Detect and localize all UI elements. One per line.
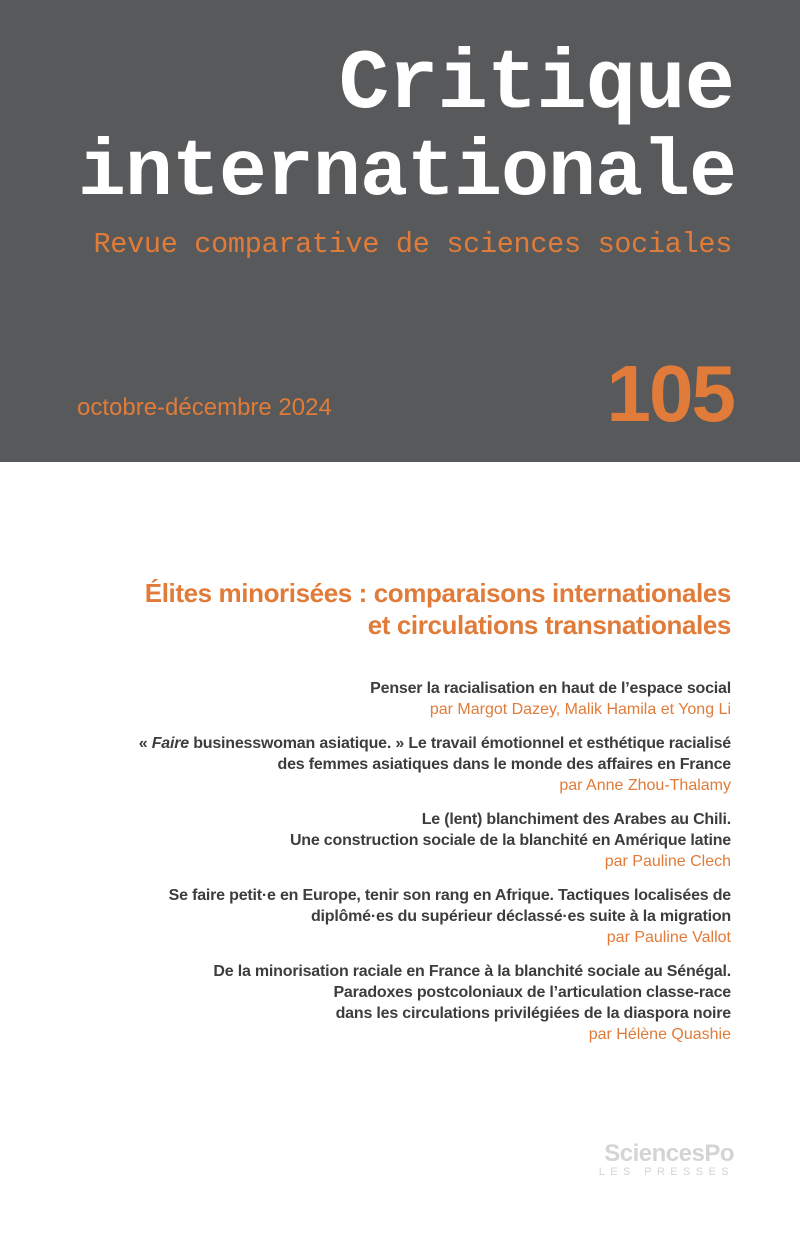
journal-title-line2: internationale bbox=[77, 128, 736, 219]
title-text: businesswoman asiatique. » Le travail émotionnel et esthétique racialisé bbox=[188, 735, 731, 752]
journal-title-line1: Critique bbox=[338, 38, 734, 133]
issue-number: 105 bbox=[606, 349, 734, 438]
article-entry bbox=[31, 678, 731, 720]
theme-line: Élites minorisées : comparaisons internationales bbox=[144, 578, 731, 608]
article-title: des femmes asiatiques dans le monde des affaires en France bbox=[277, 756, 731, 773]
article-title: Une construction sociale de la blanchité en Amérique latine bbox=[289, 832, 731, 849]
table-of-contents bbox=[31, 678, 731, 1058]
issue-date: octobre-décembre 2024 bbox=[77, 394, 332, 421]
cover-header bbox=[0, 0, 800, 462]
article-author: par Pauline Clech bbox=[604, 853, 731, 870]
article-title: Penser la racialisation en haut de l’espace social bbox=[370, 680, 731, 697]
title-italic: Faire bbox=[151, 735, 189, 752]
publisher-logo bbox=[599, 1140, 734, 1178]
title-prefix: « bbox=[138, 735, 152, 752]
article-title: De la minorisation raciale en France à la blanchité sociale au Sénégal. bbox=[213, 963, 731, 980]
article-author: par Pauline Vallot bbox=[606, 929, 731, 946]
publisher-name: SciencesPo bbox=[604, 1140, 734, 1167]
article-entry bbox=[31, 733, 731, 796]
article-title bbox=[31, 733, 731, 754]
article-title: Paradoxes postcoloniaux de l’articulation classe-race bbox=[333, 984, 731, 1001]
journal-subtitle: Revue comparative de sciences sociales bbox=[93, 228, 732, 261]
issue-theme bbox=[145, 577, 731, 641]
article-title: diplômé·es du supérieur déclassé·es suite à la migration bbox=[310, 908, 731, 925]
article-title: Se faire petit·e en Europe, tenir son rang en Afrique. Tactiques localisées de bbox=[168, 887, 731, 904]
article-entry bbox=[31, 885, 731, 948]
article-author: par Margot Dazey, Malik Hamila et Yong Li bbox=[429, 701, 731, 718]
article-entry bbox=[31, 809, 731, 872]
publisher-sub: LES PRESSES bbox=[598, 1166, 734, 1178]
theme-line: et circulations transnationales bbox=[367, 610, 731, 640]
article-title: Le (lent) blanchiment des Arabes au Chili. bbox=[421, 811, 731, 828]
article-author: par Hélène Quashie bbox=[588, 1026, 731, 1043]
article-entry bbox=[31, 961, 731, 1045]
article-author: par Anne Zhou-Thalamy bbox=[559, 777, 731, 794]
article-title: dans les circulations privilégiées de la diaspora noire bbox=[335, 1005, 731, 1022]
